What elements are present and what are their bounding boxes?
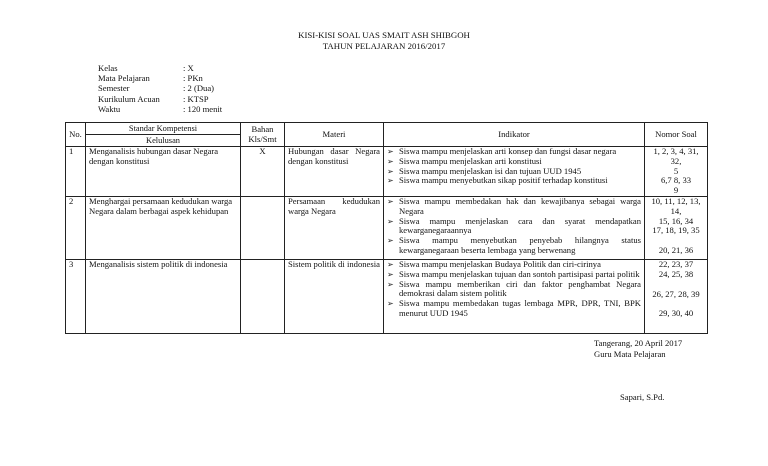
info-row-semester bbox=[98, 83, 222, 93]
arrow-bullet-icon: ➢ bbox=[387, 299, 394, 309]
info-block bbox=[98, 63, 222, 114]
nomor-line: 20, 21, 36 bbox=[658, 245, 694, 256]
arrow-bullet-icon: ➢ bbox=[387, 216, 394, 226]
document-subtitle: TAHUN PELAJARAN 2016/2017 bbox=[322, 41, 446, 51]
cell-materi: Persamaan kedudukan warga Negara bbox=[285, 196, 384, 259]
indikator-text: Siswa mampu menjelaskan arti konstitusi bbox=[399, 155, 542, 166]
info-row-mapel bbox=[98, 73, 222, 83]
indikator-text: Siswa mampu menjelaskan tujuan dan sontoh partisipasi partai politik bbox=[399, 268, 640, 279]
cell-no: 3 bbox=[66, 259, 86, 333]
indikator-text: Siswa mampu menyebutkan penyebab hilangnya status kewarganegaraan beserta lembaga yang berwenang bbox=[399, 235, 641, 255]
info-row-kelas bbox=[98, 63, 222, 73]
indikator-text: Siswa mampu menyebutkan sikap positif terhadap konstitusi bbox=[399, 175, 608, 186]
nomor-line: 5 bbox=[673, 165, 679, 176]
info-label: Waktu bbox=[98, 103, 121, 114]
nomor-line: 24, 25, 38 bbox=[658, 268, 694, 279]
indikator-text: Siswa mampu membedakan tugas lembaga MPR, DPR, TNI, BPK menurut UUD 1945 bbox=[399, 298, 641, 318]
signature-role: Guru Mata Pelajaran bbox=[594, 349, 666, 359]
table-row bbox=[66, 196, 708, 259]
header-sk-top: Standar Kompetensi bbox=[86, 123, 240, 135]
cell-indikator bbox=[384, 259, 645, 333]
arrow-bullet-icon: ➢ bbox=[387, 147, 394, 156]
nomor-line: 17, 18, 19, 35 bbox=[652, 225, 700, 236]
indikator-text: Siswa mampu menjelaskan cara dan syarat mendapatkan kewarganegaraannya bbox=[399, 215, 641, 236]
arrow-bullet-icon: ➢ bbox=[387, 166, 394, 176]
nomor-line: 15, 16, 34 bbox=[658, 215, 694, 226]
kisi-kisi-table bbox=[65, 122, 708, 334]
cell-materi: Sistem politik di indonesia bbox=[285, 259, 384, 333]
indikator-text: Siswa mampu menjelaskan arti konsep dan fungsi dasar negara bbox=[399, 146, 617, 156]
cell-bahan: X bbox=[241, 147, 285, 197]
indikator-item bbox=[387, 236, 641, 256]
arrow-bullet-icon: ➢ bbox=[387, 236, 394, 246]
header-bahan: Bahan Kls/Smt bbox=[241, 123, 285, 147]
cell-standar-kompetensi: Menganalisis hubungan dasar Negara dengan konstitusi bbox=[86, 147, 241, 197]
info-label: Semester bbox=[98, 83, 130, 94]
header-standar-kompetensi bbox=[86, 123, 241, 147]
info-label: Kelas bbox=[98, 63, 118, 73]
header-materi: Materi bbox=[285, 123, 384, 147]
signature-place-date: Tangerang, 20 April 2017 bbox=[594, 338, 683, 348]
cell-indikator bbox=[384, 147, 645, 197]
table-row bbox=[66, 147, 708, 197]
nomor-line: 22, 23, 37 bbox=[658, 258, 694, 269]
cell-standar-kompetensi: Menganalisis sistem politik di indonesia bbox=[86, 259, 241, 333]
info-row-waktu bbox=[98, 104, 222, 114]
indikator-item bbox=[387, 217, 641, 237]
cell-bahan bbox=[241, 259, 285, 333]
info-value: : X bbox=[183, 63, 194, 73]
nomor-line: 10, 11, 12, 13, 14, bbox=[651, 195, 701, 216]
header-no: No. bbox=[66, 123, 86, 147]
nomor-line: 29, 30, 40 bbox=[658, 308, 694, 319]
document-title: KISI-KISI SOAL UAS SMAIT ASH SHIBGOH bbox=[298, 30, 470, 40]
cell-no: 2 bbox=[66, 196, 86, 259]
indikator-item bbox=[387, 299, 641, 319]
arrow-bullet-icon: ➢ bbox=[387, 196, 394, 206]
indikator-item bbox=[387, 176, 641, 186]
info-value: : 120 menit bbox=[183, 103, 223, 114]
header-nomor-soal: Nomor Soal bbox=[645, 123, 708, 147]
info-row-kurikulum bbox=[98, 94, 222, 104]
table-row bbox=[66, 259, 708, 333]
indikator-item bbox=[387, 280, 641, 300]
cell-indikator bbox=[384, 196, 645, 259]
info-label: Kurikulum Acuan bbox=[98, 93, 160, 104]
info-value: : KTSP bbox=[183, 93, 209, 104]
nomor-line: 1, 2, 3, 4, 31, 32, bbox=[653, 146, 699, 166]
cell-nomor-soal bbox=[645, 259, 708, 333]
indikator-text: Siswa mampu memberikan ciri dan faktor penghambat Negara demokrasi dalam sistem politik bbox=[399, 278, 641, 299]
indikator-text: Siswa mampu menjelaskan isi dan tujuan UUD 1945 bbox=[399, 165, 582, 176]
info-label: Mata Pelajaran bbox=[98, 73, 150, 84]
cell-nomor-soal bbox=[645, 196, 708, 259]
indikator-text: Siswa mampu menjelaskan Budaya Politik dan ciri-cirinya bbox=[399, 258, 601, 269]
arrow-bullet-icon: ➢ bbox=[387, 269, 394, 279]
nomor-line: 26, 27, 28, 39 bbox=[652, 288, 700, 299]
indikator-text: Siswa mampu membedakan hak dan kewajibanya sebagai warga Negara bbox=[399, 195, 641, 216]
signature-name: Sapari, S.Pd. bbox=[620, 392, 665, 402]
cell-no: 1 bbox=[66, 147, 86, 197]
arrow-bullet-icon: ➢ bbox=[387, 176, 394, 186]
nomor-line: 9 bbox=[673, 185, 679, 196]
cell-bahan bbox=[241, 196, 285, 259]
header-sk-bottom: Kelulusan bbox=[146, 136, 180, 145]
info-value: : 2 (Dua) bbox=[183, 83, 215, 94]
arrow-bullet-icon: ➢ bbox=[387, 279, 394, 289]
indikator-item bbox=[387, 197, 641, 217]
table-header-row bbox=[66, 123, 708, 147]
cell-materi: Hubungan dasar Negara dengan konstitusi bbox=[285, 147, 384, 197]
header-indikator: Indikator bbox=[384, 123, 645, 147]
arrow-bullet-icon: ➢ bbox=[387, 259, 394, 269]
info-value: : PKn bbox=[183, 73, 203, 84]
arrow-bullet-icon: ➢ bbox=[387, 156, 394, 166]
cell-standar-kompetensi: Menghargai persamaan kedudukan warga Negara dalam berbagai aspek kehidupan bbox=[86, 196, 241, 259]
cell-nomor-soal bbox=[645, 147, 708, 197]
nomor-line: 6,7 8, 33 bbox=[660, 175, 692, 186]
